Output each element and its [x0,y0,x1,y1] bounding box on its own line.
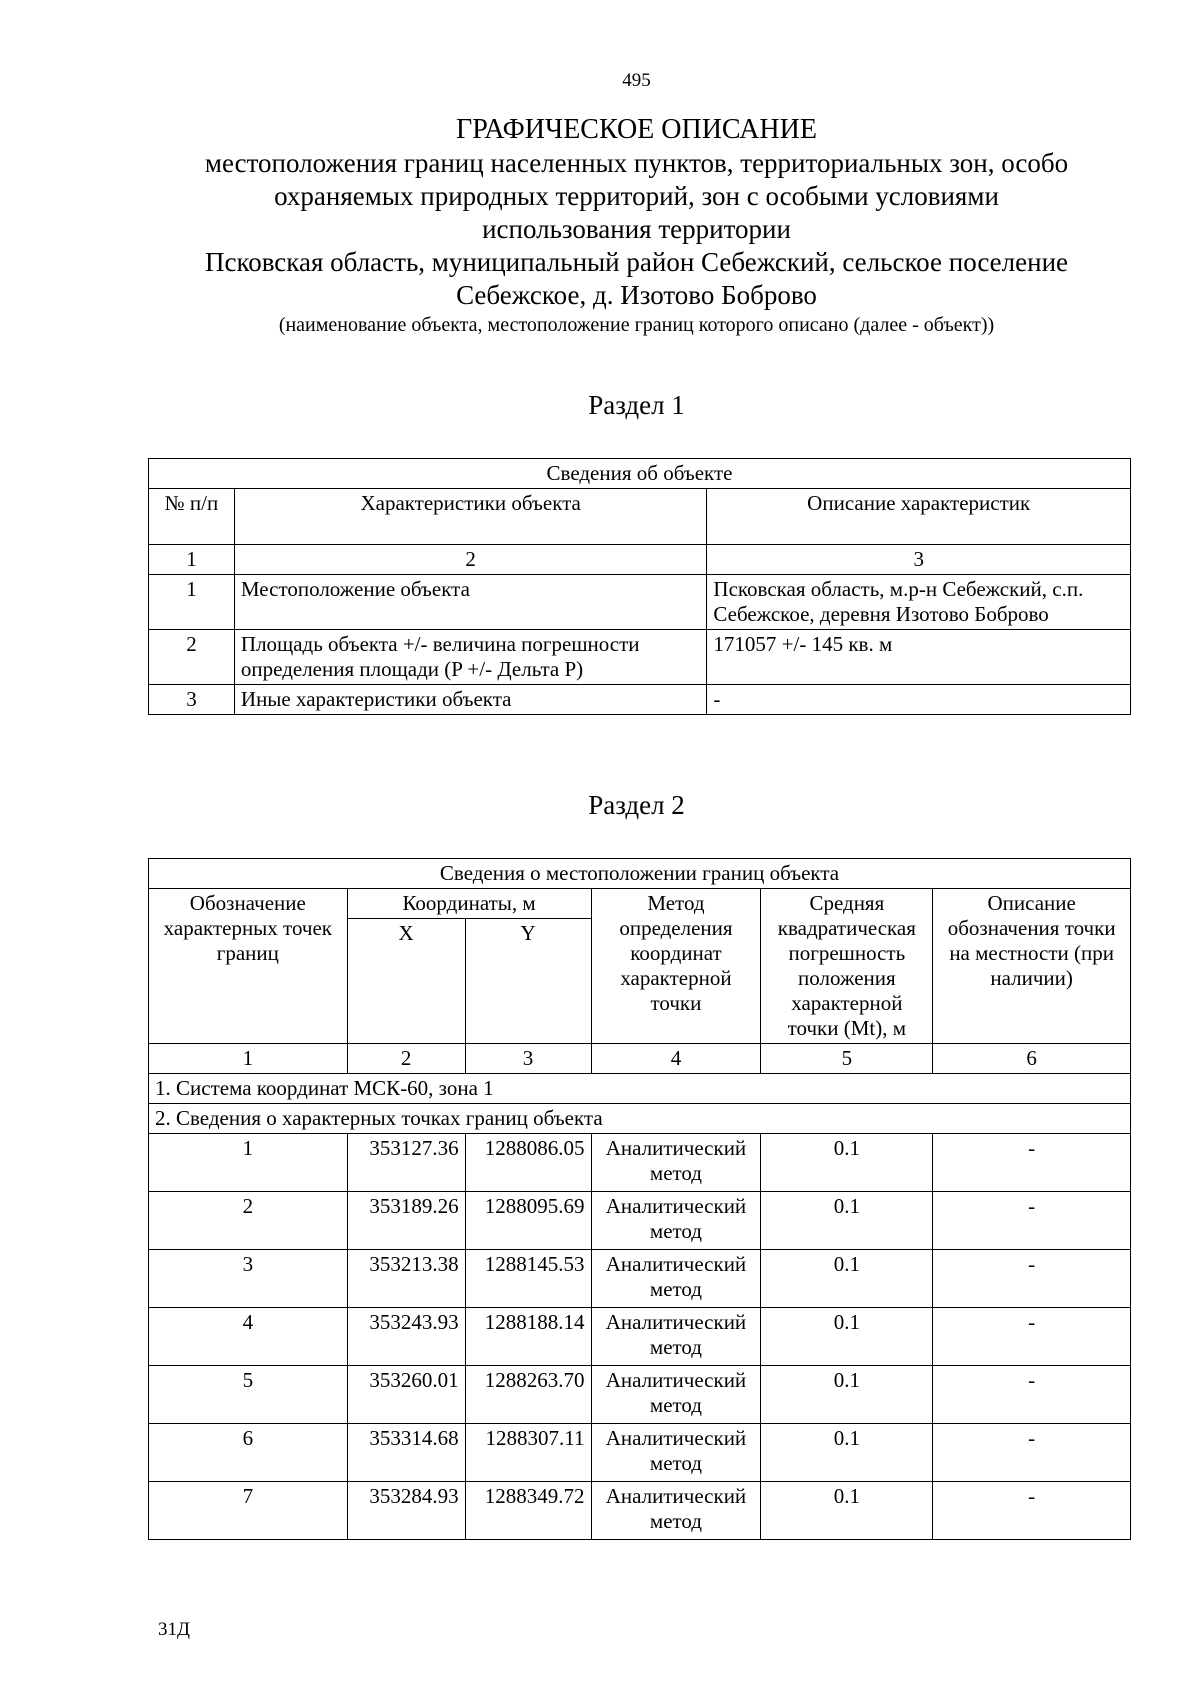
point-method: Аналитический метод [591,1482,761,1540]
table-row [149,1366,1131,1424]
object-note: (наименование объекта, местоположение границ которого описано (далее - объект)) [278,314,995,336]
characteristic-value: 171057 +/- 145 кв. м [707,630,1131,685]
point-number: 6 [149,1424,348,1482]
point-description: - [933,1134,1131,1192]
point-description: - [933,1250,1131,1308]
characteristic-name: Местоположение объекта [234,575,707,630]
point-x: 353284.93 [347,1482,465,1540]
table-title: Сведения об объекте [149,459,1131,489]
subtitle-line: местоположения границ населенных пунктов, территориальных зон, особо [204,148,1069,178]
col-number: 2 [347,1044,465,1074]
point-number: 4 [149,1308,348,1366]
col-number: 3 [465,1044,591,1074]
point-y: 1288188.14 [465,1308,591,1366]
point-x: 353260.01 [347,1366,465,1424]
table-row [149,575,1131,630]
table-title: Сведения о местоположении границ объекта [149,859,1131,889]
point-mt: 0.1 [761,1308,933,1366]
point-description: - [933,1192,1131,1250]
table-row [149,1192,1131,1250]
row-number: 2 [149,630,235,685]
coordinate-system-row: 1. Система координат МСК-60, зона 1 [149,1074,1131,1104]
page-number: 495 [622,70,651,91]
subtitle-line: использования территории [482,214,791,244]
point-method: Аналитический метод [591,1308,761,1366]
col-number: 6 [933,1044,1131,1074]
header-cell-x: X [347,919,465,1044]
points-info-row: 2. Сведения о характерных точках границ объекта [149,1104,1131,1134]
header-cell: Средняя квадратическая погрешность положения характерной точки (Mt), м [761,889,933,1044]
object-name-line: Себежское, д. Изотово Боброво [456,280,817,310]
boundary-points-table [148,858,1131,1540]
header-cell: Обозначение характерных точек границ [149,889,348,1044]
point-x: 353314.68 [347,1424,465,1482]
col-number: 5 [761,1044,933,1074]
object-name-line: Псковская область, муниципальный район Себежский, сельское поселение [204,247,1069,277]
point-method: Аналитический метод [591,1192,761,1250]
point-description: - [933,1366,1131,1424]
col-number: 1 [149,1044,348,1074]
table-row [149,1134,1131,1192]
point-method: Аналитический метод [591,1134,761,1192]
point-mt: 0.1 [761,1482,933,1540]
header-cell: Метод определения координат характерной точки [591,889,761,1044]
point-number: 3 [149,1250,348,1308]
point-y: 1288095.69 [465,1192,591,1250]
point-number: 7 [149,1482,348,1540]
header-cell: № п/п [149,489,235,545]
characteristic-name: Иные характеристики объекта [234,685,707,715]
table-row [149,685,1131,715]
section1-title: Раздел 1 [588,390,685,420]
section2-title: Раздел 2 [588,790,685,820]
table-row [149,1250,1131,1308]
point-y: 1288263.70 [465,1366,591,1424]
header-cell: Характеристики объекта [234,489,707,545]
point-mt: 0.1 [761,1250,933,1308]
point-description: - [933,1482,1131,1540]
characteristic-value: - [707,685,1131,715]
point-number: 1 [149,1134,348,1192]
point-x: 353127.36 [347,1134,465,1192]
table-row [149,1424,1131,1482]
col-number: 4 [591,1044,761,1074]
document-title: ГРАФИЧЕСКОЕ ОПИСАНИЕ [456,114,817,145]
point-method: Аналитический метод [591,1366,761,1424]
point-y: 1288307.11 [465,1424,591,1482]
table-row [149,1308,1131,1366]
row-number: 3 [149,685,235,715]
point-x: 353243.93 [347,1308,465,1366]
table-row [149,630,1131,685]
col-number: 1 [149,545,235,575]
point-x: 353213.38 [347,1250,465,1308]
point-number: 5 [149,1366,348,1424]
col-number: 2 [234,545,707,575]
point-method: Аналитический метод [591,1424,761,1482]
header-cell: Координаты, м [347,889,591,919]
characteristic-value: Псковская область, м.р-н Себежский, с.п. Себежское, деревня Изотово Боброво [707,575,1131,630]
document-header [140,113,1133,338]
point-mt: 0.1 [761,1366,933,1424]
col-number: 3 [707,545,1131,575]
header-cell-y: Y [465,919,591,1044]
point-y: 1288086.05 [465,1134,591,1192]
object-info-table [148,458,1131,715]
point-method: Аналитический метод [591,1250,761,1308]
point-y: 1288145.53 [465,1250,591,1308]
point-description: - [933,1308,1131,1366]
point-description: - [933,1424,1131,1482]
subtitle-line: охраняемых природных территорий, зон с особыми условиями [274,181,999,211]
point-x: 353189.26 [347,1192,465,1250]
table-row [149,1482,1131,1540]
point-mt: 0.1 [761,1192,933,1250]
point-y: 1288349.72 [465,1482,591,1540]
row-number: 1 [149,575,235,630]
header-cell: Описание характеристик [707,489,1131,545]
characteristic-name: Площадь объекта +/- величина погрешности определения площади (P +/- Дельта P) [234,630,707,685]
point-mt: 0.1 [761,1424,933,1482]
footer-code: 31Д [158,1619,190,1640]
header-cell: Описание обозначения точки на местности (при наличии) [933,889,1131,1044]
point-mt: 0.1 [761,1134,933,1192]
point-number: 2 [149,1192,348,1250]
